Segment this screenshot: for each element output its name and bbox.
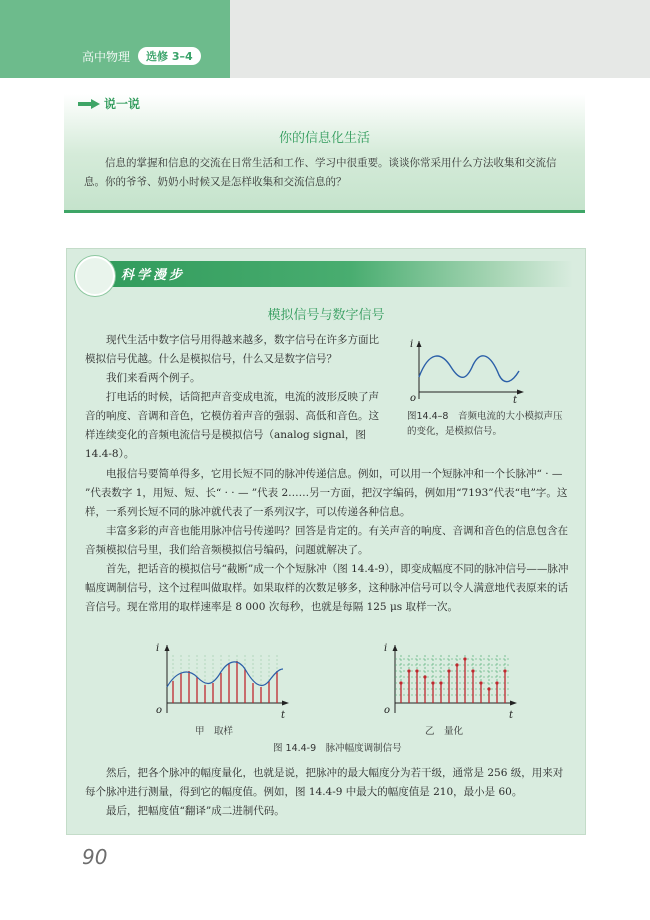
- paragraph-5: 丰富多彩的声音也能用脉冲信号传递吗？回答是肯定的。有关声音的响度、音调和音色的信息包含在音频模拟信号里，我们给音频模拟信号编码，问题就解决了。: [85, 525, 568, 556]
- paragraph-7: 然后，把各个脉冲的幅度量化，也就是说，把脉冲的最大幅度分为若干级，通常是 256 级，用来对每个脉冲进行测量，得到它的幅度值。例如，图 14.4-9 中最大的幅度值是 210，最小是 60。: [85, 767, 564, 798]
- y-axis-label: i: [410, 339, 414, 350]
- analog-wave: [167, 662, 283, 687]
- origin-label: o: [410, 393, 417, 404]
- quantized-points: [399, 657, 506, 690]
- sampling-figure: [153, 641, 293, 721]
- header: [82, 47, 201, 65]
- paragraph-3: 打电话的时候，话筒把声音变成电流，电流的波形反映了声音的响度、音调和音色，它模仿着声音的强弱、高低和音色。这样连续变化的音频电流信号是模拟信号（analog signal，图 14.4-8）。: [85, 391, 379, 460]
- y-axis-arrow: [165, 645, 170, 651]
- origin-label: o: [384, 705, 391, 716]
- y-axis-arrow: [417, 341, 422, 347]
- science-label: 科学漫步: [121, 268, 186, 283]
- x-axis-label: t: [509, 710, 514, 721]
- paragraph-1: 现代生活中数字信号用得越来越多，数字信号在许多方面比模拟信号优越。什么是模拟信号，什么又是数字信号？: [85, 334, 379, 365]
- y-axis-label: i: [156, 643, 160, 654]
- quantization-figure: [381, 641, 521, 721]
- discussion-body: 信息的掌握和信息的交流在日常生活和工作、学习中很重要。谈谈你常采用什么方法收集和交流信息。你的爷爷、奶奶小时候又是怎样收集和交流信息的？: [84, 157, 557, 188]
- discussion-label-text: 说一说: [104, 97, 141, 111]
- banner-circle-icon: [75, 256, 115, 296]
- x-axis-label: t: [281, 710, 286, 721]
- arrow-right-icon: [78, 99, 100, 109]
- paragraph-8: 最后，把幅度值“翻译”成二进制代码。: [106, 805, 285, 817]
- figure-848-caption: 图14.4–8 音频电流的大小模拟声压的变化，是模拟信号。: [407, 411, 563, 437]
- discussion-label: [78, 95, 140, 112]
- sampling-label: 甲 取样: [195, 726, 234, 737]
- analog-wave: [419, 356, 519, 382]
- science-title: 模拟信号与数字信号: [267, 308, 385, 323]
- quantized-pulses: [401, 659, 505, 703]
- header-badge: 选修 3–4: [138, 47, 201, 65]
- figure-849-caption: 图 14.4-9 脉冲幅度调制信号: [273, 743, 402, 754]
- quantization-label: 乙 量化: [425, 726, 464, 737]
- x-axis-arrow: [510, 701, 517, 706]
- discussion-title: 你的信息化生活: [278, 131, 370, 146]
- paragraph-6: 首先，把话音的模拟信号“截断”成一个个短脉冲（图 14.4-9），即变成幅度不同的脉冲信号——脉冲幅度调制信号，这个过程叫做取样。如果取样的次数足够多，这种脉冲信号可以令人满意地代表原来的话音信号。现在常用的取样速率是 8 000 次每秒，也就是每隔 125 μs 取样一次。: [85, 563, 569, 613]
- analog-signal-figure: [405, 337, 525, 405]
- x-axis-label: t: [513, 395, 518, 405]
- page-number: 90: [82, 845, 108, 869]
- x-axis-arrow: [517, 390, 524, 395]
- paragraph-4: 电报信号要简单得多，它用长短不同的脉冲传递信息。例如，可以用一个短脉冲和一个长脉冲“ · — ”代表数字 1，用短、短、长“ · · — ”代表 2……另一方面，把汉字编码，例如用“7193”代表“电”字。这样，一系列长短不同的脉冲就代表了一系列汉字，可以传递各种信息。: [85, 468, 568, 518]
- header-band-grey: [230, 0, 650, 78]
- science-box: [66, 248, 586, 835]
- y-axis-arrow: [393, 645, 398, 651]
- header-band: [0, 0, 230, 78]
- discussion-box: [64, 94, 585, 213]
- y-axis-label: i: [384, 643, 388, 654]
- origin-label: o: [156, 705, 163, 716]
- paragraph-2: 我们来看两个例子。: [106, 372, 201, 384]
- header-subject: 高中物理: [82, 49, 131, 64]
- x-axis-arrow: [282, 701, 289, 706]
- quantization-grid: [395, 655, 511, 703]
